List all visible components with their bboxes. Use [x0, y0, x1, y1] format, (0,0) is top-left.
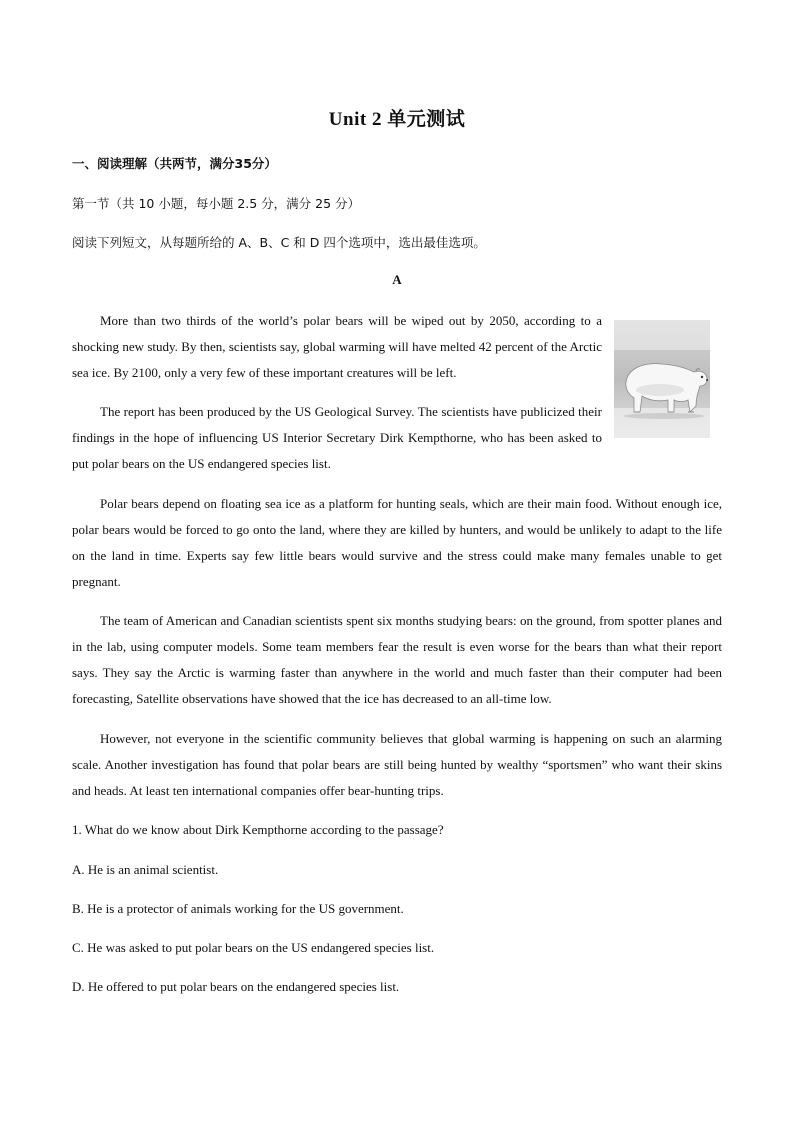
part-heading: 第一节（共 10 小题，每小题 2.5 分，满分 25 分） — [72, 196, 361, 211]
passage-paragraph-1: More than two thirds of the world’s polar bears will be wiped out by 2050, according to a shocking new study. By then, scientists say, global warming will have melted 42 percent of the Arctic sea ice. By 2100, only a very few of these important creatures will be left. — [72, 313, 602, 380]
passage-paragraph-2: The report has been produced by the US Geological Survey. The scientists have publicized their findings in the hope of influencing US Interior Secretary Dirk Kempthorne, who has been asked to put polar bears on the US endangered species list. — [72, 404, 602, 471]
instruction-text: 阅读下列短文，从每题所给的 A、B、C 和 D 四个选项中，选出最佳选项。 — [72, 235, 486, 250]
option-d[interactable]: D. He offered to put polar bears on the endangered species list. — [72, 979, 400, 994]
section-heading: 一、阅读理解（共两节，满分35分） — [72, 156, 277, 171]
polar-bear-image — [614, 320, 710, 438]
option-c[interactable]: C. He was asked to put polar bears on the US endangered species list. — [72, 940, 435, 955]
passage-paragraph-3: Polar bears depend on floating sea ice as a platform for hunting seals, which are their main food. Without enough ice, polar bears would be forced to go onto the land, where they are killed by hunters, and would be unlikely to adapt to the life on the land in time. Experts say few little bears would survive and the stress could make many females unable to get pregnant. — [72, 496, 722, 589]
question-stem: 1. What do we know about Dirk Kempthorne according to the passage? — [72, 822, 444, 837]
option-a[interactable]: A. He is an animal scientist. — [72, 862, 219, 877]
page-title: Unit 2 单元测试 — [328, 109, 466, 130]
passage-label: A — [392, 272, 402, 287]
option-b[interactable]: B. He is a protector of animals working for the US government. — [72, 901, 404, 916]
passage-paragraph-5: However, not everyone in the scientific community believes that global warming is happening on such an alarming scale. Another investigation has found that polar bears are still being hunted by wealthy “sportsmen” who want their skins and heads. At least ten international companies offer bear-hunting trips. — [72, 731, 722, 798]
passage-paragraph-4: The team of American and Canadian scientists spent six months studying bears: on the ground, from spotter planes and in the lab, using computer models. Some team members fear the result is even worse for the bears than what their report says. They say the Arctic is warming faster than anywhere in the world and much faster than their computer had been forecasting, Satellite observations have showed that the ice has decreased to an all-time low. — [72, 613, 722, 706]
